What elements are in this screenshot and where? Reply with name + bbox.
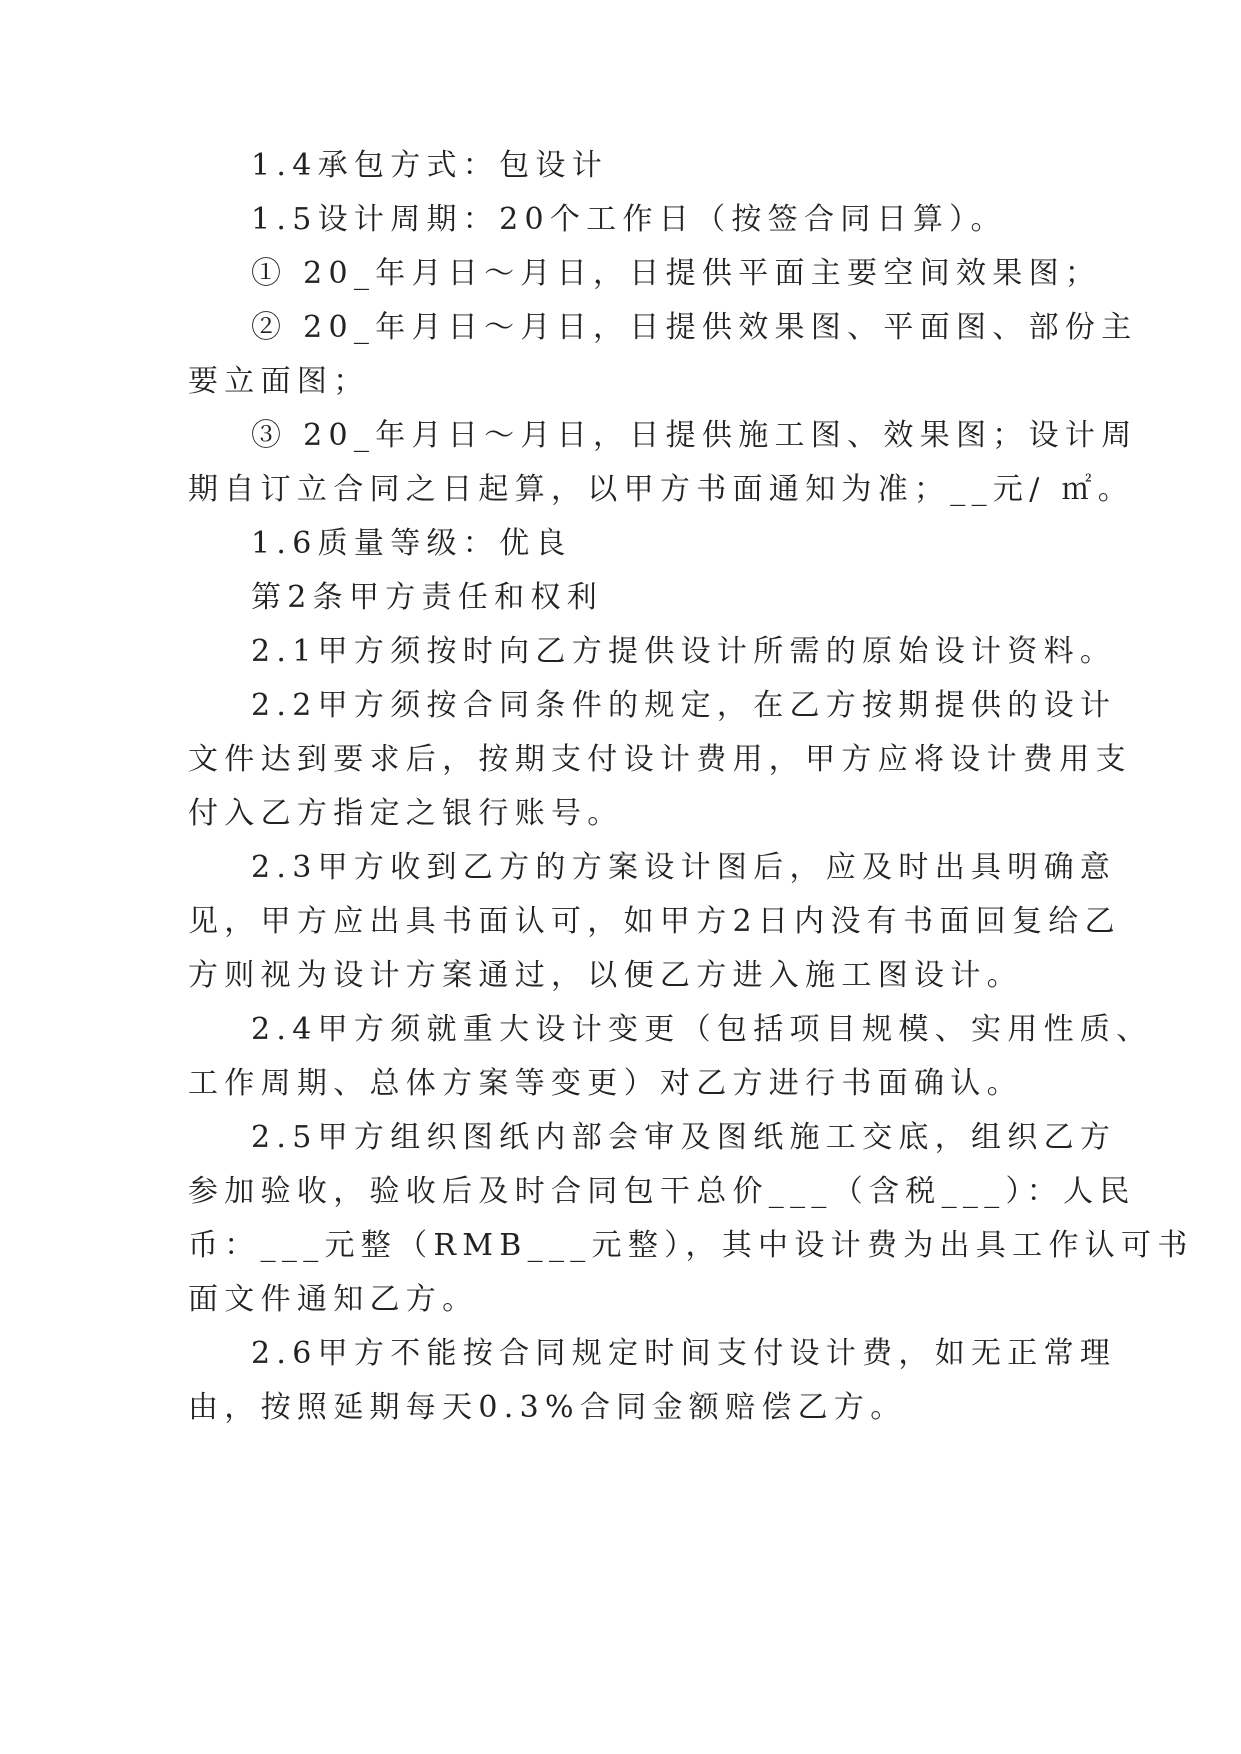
clause-2-5: 2.5甲方组织图纸内部会审及图纸施工交底，组织乙方 [251, 1120, 1117, 1155]
clause-1-6: 1.6质量等级：优良 [251, 526, 572, 561]
clause-2-2: 2.2甲方须按合同条件的规定，在乙方按期提供的设计 [251, 688, 1117, 723]
clause-2-1: 2.1甲方须按时向乙方提供设计所需的原始设计资料。 [251, 634, 1117, 669]
clause-2-2-cont-2: 付入乙方指定之银行账号。 [188, 796, 624, 831]
clause-2-3: 2.3甲方收到乙方的方案设计图后，应及时出具明确意 [251, 850, 1117, 885]
clause-2-3-cont-1: 见，甲方应出具书面认可，如甲方2日内没有书面回复给乙 [188, 904, 1121, 939]
clause-2-5-cont-2: 币：___元整（RMB___元整），其中设计费为出具工作认可书 [188, 1228, 1194, 1263]
clause-1-5-item-2-cont: 要立面图； [188, 364, 370, 399]
clause-1-5-item-2: ② 20_年月日～月日，日提供效果图、平面图、部份主 [251, 310, 1138, 345]
clause-2-5-cont-3: 面文件通知乙方。 [188, 1282, 479, 1317]
clause-1-5-item-1: ① 20_年月日～月日，日提供平面主要空间效果图； [251, 256, 1102, 291]
clause-2-3-cont-2: 方则视为设计方案通过，以便乙方进入施工图设计。 [188, 958, 1023, 993]
article-2-heading: 第2条甲方责任和权利 [251, 580, 604, 615]
clause-2-6: 2.6甲方不能按合同规定时间支付设计费，如无正常理 [251, 1336, 1117, 1371]
clause-1-4: 1.4承包方式：包设计 [251, 148, 609, 183]
clause-1-5: 1.5设计周期：20个工作日（按签合同日算）。 [251, 202, 1007, 237]
clause-2-4-cont: 工作周期、总体方案等变更）对乙方进行书面确认。 [188, 1066, 1023, 1101]
clause-1-5-item-3-cont: 期自订立合同之日起算，以甲方书面通知为准；__元/ ㎡。 [188, 472, 1135, 507]
clause-2-6-cont: 由，按照延期每天0.3%合同金额赔偿乙方。 [188, 1390, 907, 1425]
clause-2-2-cont-1: 文件达到要求后，按期支付设计费用，甲方应将设计费用支 [188, 742, 1132, 777]
clause-2-5-cont-1: 参加验收，验收后及时合同包干总价___（含税___）：人民 [188, 1174, 1136, 1209]
clause-1-5-item-3: ③ 20_年月日～月日，日提供施工图、效果图；设计周 [251, 418, 1138, 453]
clause-2-4: 2.4甲方须就重大设计变更（包括项目规模、实用性质、 [251, 1012, 1153, 1047]
